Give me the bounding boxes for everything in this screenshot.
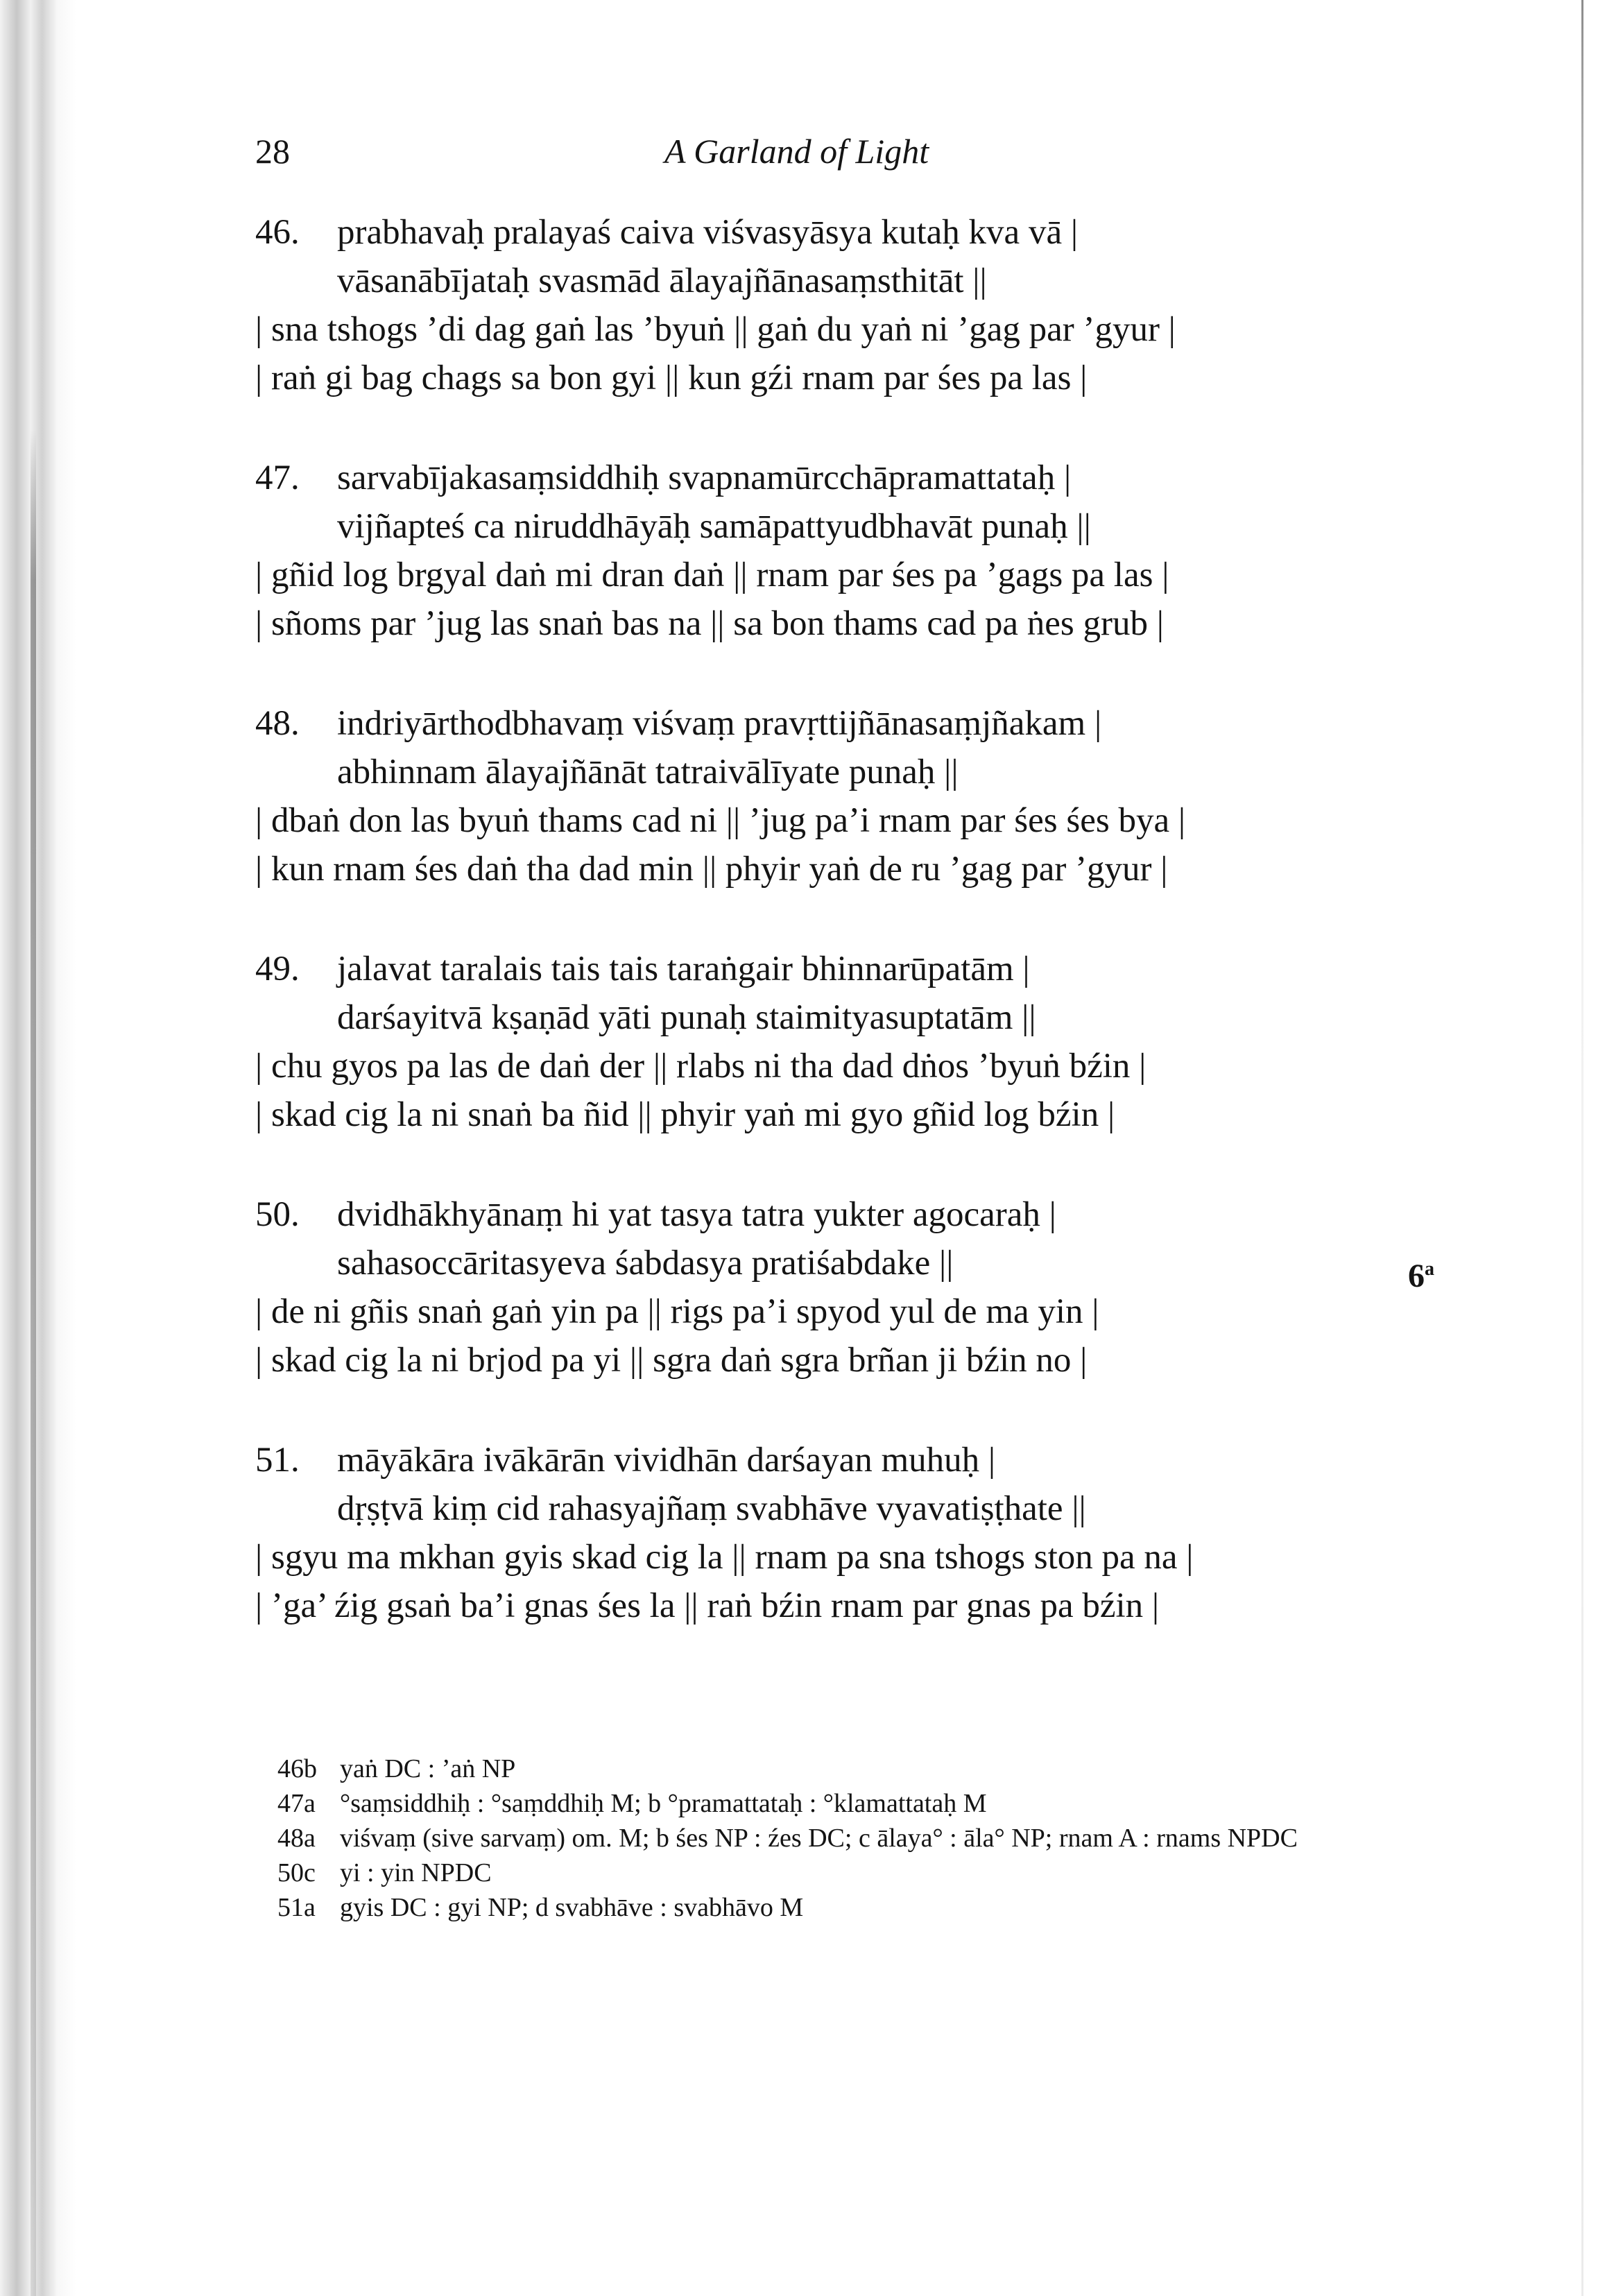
- note-ref: 46b: [277, 1754, 317, 1783]
- note-text: viśvaṃ (sive sarvaṃ) om. M; b śes NP : źes DC; c ālaya° : āla° NP; rnam A : rnams NPDC: [340, 1824, 1298, 1853]
- note-ref: 50c: [277, 1858, 316, 1887]
- apparatus-note: [277, 1856, 1457, 1890]
- verse-46: [255, 208, 1552, 402]
- tibetan-line: | sgyu ma mkhan gyis skad cig la || rnam pa sna tshogs ston pa na |: [255, 1538, 1194, 1577]
- verse-line: [255, 1190, 1552, 1239]
- sanskrit-line: darśayitvā kṣaṇād yāti punaḥ staimityasuptatām ||: [337, 998, 1036, 1037]
- note-text: yaṅ DC : ’aṅ NP: [340, 1754, 516, 1783]
- note-text: gyis DC : gyi NP; d svabhāve : svabhāvo M: [340, 1893, 804, 1922]
- sanskrit-line: indriyārthodbhavaṃ viśvaṃ pravṛttijñānasaṃjñakam |: [337, 704, 1102, 743]
- page-header: [255, 127, 1393, 175]
- running-title: A Garland of Light: [664, 132, 929, 171]
- verse-number: 46.: [255, 213, 300, 252]
- tibetan-line: | sñoms par ’jug las snaṅ bas na || sa bon thams cad pa ṅes grub |: [255, 604, 1164, 643]
- note-ref: 48a: [277, 1824, 316, 1853]
- tibetan-line: | chu gyos pa las de daṅ der || rlabs ni tha dad dṅos ’byuṅ bźin |: [255, 1047, 1147, 1086]
- tibetan-line: | ’ga’ źig gsaṅ ba’i gnas śes la || raṅ bźin rnam par gnas pa bźin |: [255, 1586, 1160, 1625]
- sanskrit-line: sarvabījakasaṃsiddhiḥ svapnamūrcchāpramattataḥ |: [337, 459, 1072, 497]
- tibetan-line: | dbaṅ don las byuṅ thams cad ni || ’jug pa’i rnam par śes śes bya |: [255, 801, 1186, 840]
- verse-number: 47.: [255, 459, 300, 497]
- sanskrit-line: prabhavaḥ pralayaś caiva viśvasyāsya kutaḥ kva vā |: [337, 213, 1079, 252]
- verse-47: [255, 454, 1552, 648]
- verse-line: [255, 454, 1552, 502]
- sanskrit-line: māyākāra ivākārān vividhān darśayan muhuḥ |: [337, 1441, 996, 1480]
- apparatus-note: [277, 1890, 1457, 1925]
- note-text: °saṃsiddhiḥ : °saṃddhiḥ M; b °pramattataḥ : °klamattataḥ M: [340, 1789, 987, 1818]
- folio-side: a: [1425, 1258, 1434, 1280]
- verse-line: [255, 699, 1552, 748]
- page-edge-line: [1581, 0, 1583, 2296]
- tibetan-line: | skad cig la ni snaṅ ba ñid || phyir yaṅ mi gyo gñid log bźin |: [255, 1095, 1115, 1134]
- note-ref: 51a: [277, 1893, 316, 1922]
- verse-number: 49.: [255, 950, 300, 988]
- verse-number: 51.: [255, 1441, 300, 1480]
- verse-line: [255, 1436, 1552, 1484]
- verse-48: [255, 699, 1552, 893]
- apparatus-note: [277, 1821, 1457, 1856]
- apparatus-note: [277, 1786, 1457, 1821]
- verse-number: 50.: [255, 1195, 300, 1234]
- verse-number: 48.: [255, 704, 300, 743]
- page-number: 28: [255, 132, 290, 171]
- critical-apparatus: [277, 1751, 1457, 1925]
- note-ref: 47a: [277, 1789, 316, 1818]
- verse-list: [255, 208, 1552, 1681]
- verse-51: [255, 1436, 1552, 1630]
- sanskrit-line: sahasoccāritasyeva śabdasya pratiśabdake ||: [337, 1244, 954, 1283]
- tibetan-line: | gñid log brgyal daṅ mi dran daṅ || rnam par śes pa ’gags pa las |: [255, 556, 1169, 594]
- book-spine-shadow: [0, 0, 76, 2296]
- sanskrit-line: dvidhākhyānaṃ hi yat tasya tatra yukter agocaraḥ |: [337, 1195, 1056, 1234]
- verse-line: [255, 945, 1552, 993]
- sanskrit-line: dṛṣṭvā kiṃ cid rahasyajñaṃ svabhāve vyavatiṣṭhate ||: [337, 1489, 1086, 1528]
- verse-49: [255, 945, 1552, 1139]
- note-text: yi : yin NPDC: [340, 1858, 492, 1887]
- folio-marker: [1408, 1245, 1434, 1301]
- tibetan-line: | sna tshogs ’di dag gaṅ las ’byuṅ || gaṅ du yaṅ ni ’gag par ’gyur |: [255, 310, 1176, 349]
- folio-number: 6: [1408, 1258, 1425, 1294]
- sanskrit-line: abhinnam ālayajñānāt tatraivālīyate punaḥ ||: [337, 753, 959, 791]
- tibetan-line: | raṅ gi bag chags sa bon gyi || kun gźi rnam par śes pa las |: [255, 359, 1088, 397]
- tibetan-line: | kun rnam śes daṅ tha dad min || phyir yaṅ de ru ’gag par ’gyur |: [255, 850, 1168, 889]
- tibetan-line: | de ni gñis snaṅ gaṅ yin pa || rigs pa’i spyod yul de ma yin |: [255, 1292, 1099, 1331]
- apparatus-note: [277, 1751, 1457, 1786]
- sanskrit-line: jalavat taralais tais tais taraṅgair bhinnarūpatām |: [337, 950, 1030, 988]
- verse-line: [255, 208, 1552, 257]
- tibetan-line: | skad cig la ni brjod pa yi || sgra daṅ sgra brñan ji bźin no |: [255, 1341, 1088, 1380]
- sanskrit-line: vāsanābījataḥ svasmād ālayajñānasaṃsthitāt ||: [337, 262, 987, 300]
- verse-50: [255, 1190, 1552, 1385]
- sanskrit-line: vijñapteś ca niruddhāyāḥ samāpattyudbhavāt punaḥ ||: [337, 507, 1091, 546]
